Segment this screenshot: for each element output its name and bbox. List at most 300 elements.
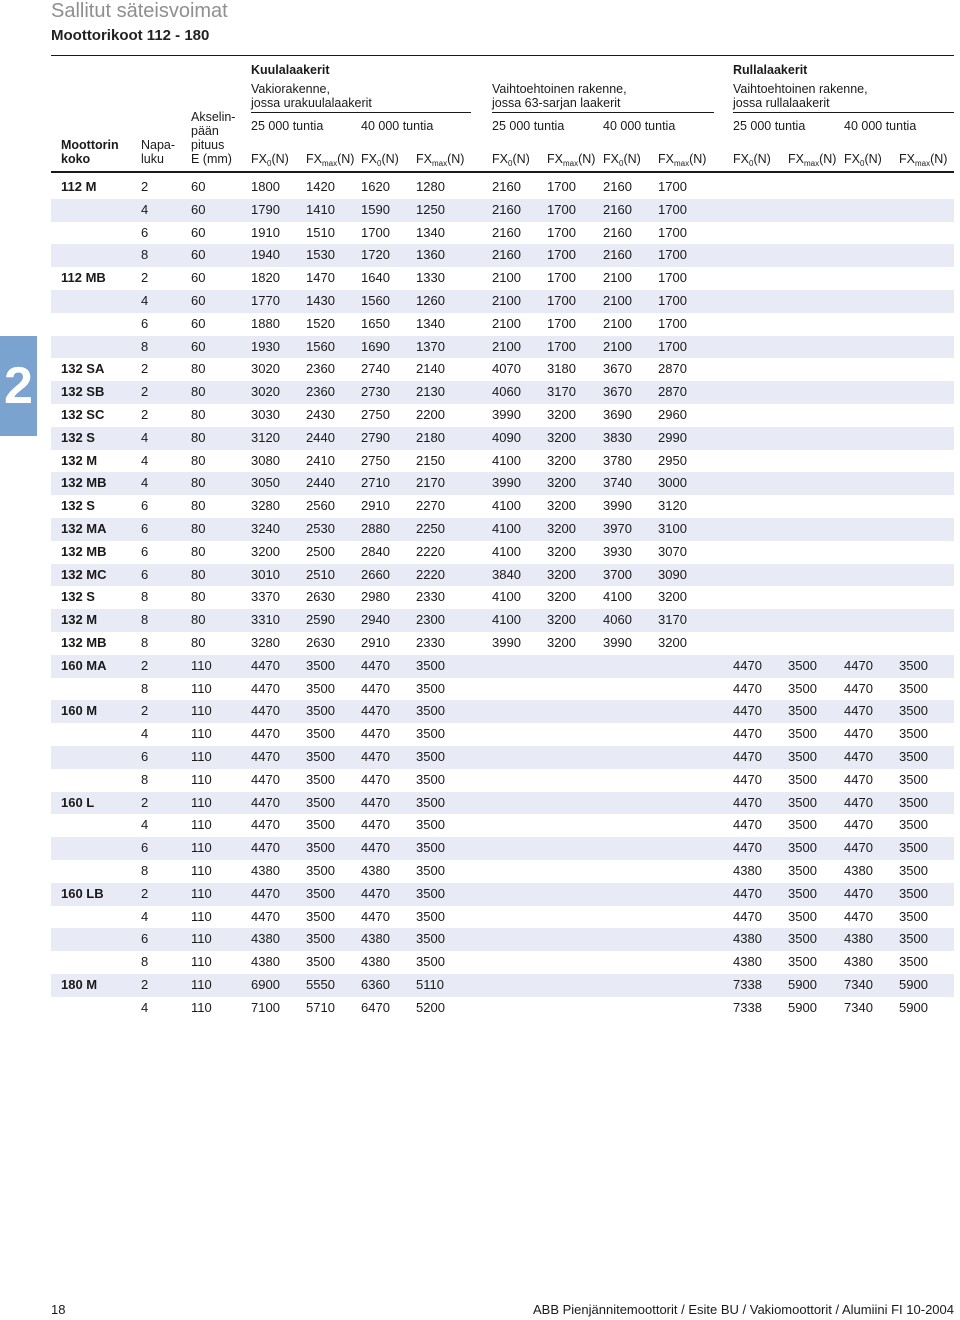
table-row bbox=[51, 199, 954, 222]
cell-force-value: 3500 bbox=[306, 680, 335, 696]
cell-napaluku: 2 bbox=[141, 885, 149, 901]
cell-akselinpituus: 80 bbox=[191, 634, 206, 650]
cell-force-value: 3500 bbox=[416, 794, 445, 810]
table-row bbox=[51, 313, 954, 336]
cell-force-value: 3500 bbox=[788, 954, 817, 970]
cell-force-value: 4470 bbox=[844, 703, 873, 719]
cell-force-value: 2630 bbox=[306, 589, 335, 605]
cell-napaluku: 2 bbox=[141, 657, 149, 673]
cell-force-value: 3200 bbox=[547, 566, 576, 582]
cell-force-value: 1420 bbox=[306, 179, 335, 194]
cell-force-value: 5900 bbox=[788, 999, 817, 1015]
cell-force-value: 4470 bbox=[844, 840, 873, 856]
cell-force-value: 3500 bbox=[416, 726, 445, 742]
cell-akselinpituus: 60 bbox=[191, 338, 206, 354]
cell-akselinpituus: 110 bbox=[191, 976, 212, 992]
cell-napaluku: 2 bbox=[141, 703, 149, 719]
cell-force-value: 3500 bbox=[306, 771, 335, 787]
header-e-mm: E (mm) bbox=[191, 152, 232, 166]
cell-force-value: 4380 bbox=[733, 954, 762, 970]
cell-akselinpituus: 80 bbox=[191, 566, 206, 582]
cell-force-value: 3030 bbox=[251, 406, 280, 422]
cell-force-value: 3990 bbox=[603, 498, 632, 514]
header-fxmax: $FX_{max}(N)$ bbox=[547, 152, 596, 168]
cell-force-value: 3000 bbox=[658, 475, 687, 491]
cell-force-value: 2100 bbox=[603, 270, 632, 286]
cell-force-value: 4380 bbox=[844, 931, 873, 947]
cell-napaluku: 4 bbox=[141, 475, 149, 491]
cell-force-value: 1940 bbox=[251, 247, 280, 263]
cell-force-value: 4090 bbox=[492, 429, 521, 445]
table-row bbox=[51, 883, 954, 906]
cell-force-value: 3500 bbox=[899, 954, 928, 970]
cell-force-value: 4380 bbox=[361, 862, 390, 878]
cell-akselinpituus: 110 bbox=[191, 680, 212, 696]
cell-force-value: 2270 bbox=[416, 498, 445, 514]
table-row bbox=[51, 700, 954, 723]
cell-force-value: 3830 bbox=[603, 429, 632, 445]
cell-force-value: 3500 bbox=[306, 931, 335, 947]
cell-force-value: 1820 bbox=[251, 270, 280, 286]
cell-akselinpituus: 110 bbox=[191, 954, 212, 970]
cell-force-value: 3200 bbox=[547, 612, 576, 628]
header-moottorin: Moottorin bbox=[61, 138, 119, 152]
cell-akselinpituus: 110 bbox=[191, 748, 212, 764]
cell-force-value: 3310 bbox=[251, 612, 280, 628]
header-fx0: $FX_0(N)$ bbox=[844, 152, 882, 168]
cell-force-value: 3500 bbox=[306, 954, 335, 970]
cell-force-value: 3500 bbox=[416, 885, 445, 901]
cell-force-value: 2440 bbox=[306, 475, 335, 491]
cell-koko: 112 MB bbox=[61, 270, 106, 286]
cell-force-value: 4470 bbox=[844, 748, 873, 764]
cell-force-value: 3500 bbox=[788, 931, 817, 947]
cell-force-value: 2160 bbox=[603, 201, 632, 217]
cell-force-value: 3500 bbox=[899, 748, 928, 764]
cell-force-value: 2660 bbox=[361, 566, 390, 582]
cell-akselinpituus: 60 bbox=[191, 292, 206, 308]
cell-akselinpituus: 80 bbox=[191, 589, 206, 605]
header-top-rule bbox=[51, 55, 954, 56]
cell-force-value: 3500 bbox=[416, 931, 445, 947]
cell-force-value: 4470 bbox=[361, 817, 390, 833]
table-row bbox=[51, 450, 954, 473]
cell-force-value: 2500 bbox=[306, 543, 335, 559]
cell-napaluku: 2 bbox=[141, 361, 149, 377]
cell-force-value: 2200 bbox=[416, 406, 445, 422]
cell-force-value: 2730 bbox=[361, 384, 390, 400]
cell-force-value: 2990 bbox=[658, 429, 687, 445]
table-row bbox=[51, 176, 954, 199]
cell-force-value: 1770 bbox=[251, 292, 280, 308]
cell-force-value: 1340 bbox=[416, 315, 445, 331]
cell-force-value: 2160 bbox=[492, 224, 521, 240]
table-row bbox=[51, 997, 954, 1020]
cell-force-value: 2160 bbox=[492, 179, 521, 194]
cell-force-value: 4380 bbox=[251, 931, 280, 947]
cell-force-value: 2220 bbox=[416, 566, 445, 582]
cell-force-value: 2150 bbox=[416, 452, 445, 468]
cell-napaluku: 8 bbox=[141, 634, 149, 650]
cell-akselinpituus: 80 bbox=[191, 612, 206, 628]
cell-force-value: 3070 bbox=[658, 543, 687, 559]
cell-force-value: 3170 bbox=[658, 612, 687, 628]
cell-koko: 132 MC bbox=[61, 566, 107, 582]
cell-force-value: 3200 bbox=[547, 406, 576, 422]
cell-force-value: 2140 bbox=[416, 361, 445, 377]
cell-force-value: 1410 bbox=[306, 201, 335, 217]
cell-force-value: 4470 bbox=[844, 817, 873, 833]
header-fx0: $FX_0(N)$ bbox=[361, 152, 399, 168]
cell-napaluku: 4 bbox=[141, 999, 149, 1015]
cell-force-value: 1690 bbox=[361, 338, 390, 354]
cell-force-value: 5900 bbox=[899, 999, 928, 1015]
cell-force-value: 2790 bbox=[361, 429, 390, 445]
cell-force-value: 3500 bbox=[788, 771, 817, 787]
cell-force-value: 3500 bbox=[788, 885, 817, 901]
cell-force-value: 3090 bbox=[658, 566, 687, 582]
cell-force-value: 2840 bbox=[361, 543, 390, 559]
table-row bbox=[51, 723, 954, 746]
cell-force-value: 3120 bbox=[251, 429, 280, 445]
cell-akselinpituus: 110 bbox=[191, 726, 212, 742]
cell-force-value: 4470 bbox=[844, 771, 873, 787]
cell-force-value: 2160 bbox=[603, 224, 632, 240]
cell-force-value: 4380 bbox=[733, 862, 762, 878]
cell-force-value: 3500 bbox=[788, 748, 817, 764]
cell-akselinpituus: 110 bbox=[191, 908, 212, 924]
cell-force-value: 3500 bbox=[306, 817, 335, 833]
cell-napaluku: 6 bbox=[141, 520, 149, 536]
cell-koko: 132 SC bbox=[61, 406, 105, 422]
cell-force-value: 2330 bbox=[416, 634, 445, 650]
cell-force-value: 3670 bbox=[603, 361, 632, 377]
cell-napaluku: 4 bbox=[141, 201, 149, 217]
cell-force-value: 4470 bbox=[844, 726, 873, 742]
cell-force-value: 3500 bbox=[416, 817, 445, 833]
table-row bbox=[51, 792, 954, 815]
cell-force-value: 2560 bbox=[306, 498, 335, 514]
cell-napaluku: 2 bbox=[141, 179, 149, 194]
cell-force-value: 1530 bbox=[306, 247, 335, 263]
cell-force-value: 7340 bbox=[844, 976, 873, 992]
cell-force-value: 3500 bbox=[788, 657, 817, 673]
cell-force-value: 2360 bbox=[306, 361, 335, 377]
cell-napaluku: 6 bbox=[141, 498, 149, 514]
cell-force-value: 3010 bbox=[251, 566, 280, 582]
cell-force-value: 3990 bbox=[492, 475, 521, 491]
cell-force-value: 3970 bbox=[603, 520, 632, 536]
table-row bbox=[51, 381, 954, 404]
cell-force-value: 7340 bbox=[844, 999, 873, 1015]
cell-akselinpituus: 80 bbox=[191, 361, 206, 377]
table-row bbox=[51, 358, 954, 381]
cell-force-value: 3200 bbox=[658, 634, 687, 650]
header-hours-25k: 25 000 tuntia bbox=[251, 119, 324, 133]
header-hours-25k: 25 000 tuntia bbox=[492, 119, 565, 133]
cell-akselinpituus: 80 bbox=[191, 452, 206, 468]
table-row bbox=[51, 837, 954, 860]
cell-force-value: 3500 bbox=[899, 771, 928, 787]
cell-force-value: 3200 bbox=[547, 475, 576, 491]
cell-force-value: 3990 bbox=[492, 406, 521, 422]
cell-force-value: 3200 bbox=[547, 429, 576, 445]
cell-force-value: 4380 bbox=[251, 954, 280, 970]
cell-force-value: 7100 bbox=[251, 999, 280, 1015]
cell-force-value: 3500 bbox=[416, 840, 445, 856]
cell-force-value: 2410 bbox=[306, 452, 335, 468]
cell-force-value: 3500 bbox=[306, 862, 335, 878]
cell-force-value: 3500 bbox=[416, 954, 445, 970]
cell-force-value: 4100 bbox=[492, 589, 521, 605]
cell-force-value: 3500 bbox=[306, 794, 335, 810]
cell-force-value: 3180 bbox=[547, 361, 576, 377]
cell-force-value: 1560 bbox=[306, 338, 335, 354]
group-rule-63 bbox=[492, 112, 714, 113]
cell-akselinpituus: 110 bbox=[191, 657, 212, 673]
header-fx0: $FX_0(N)$ bbox=[733, 152, 771, 168]
cell-force-value: 4380 bbox=[733, 931, 762, 947]
header-hours-40k: 40 000 tuntia bbox=[361, 119, 434, 133]
cell-koko: 132 S bbox=[61, 589, 95, 605]
cell-akselinpituus: 80 bbox=[191, 406, 206, 422]
table-row bbox=[51, 222, 954, 245]
cell-force-value: 3370 bbox=[251, 589, 280, 605]
cell-force-value: 3500 bbox=[306, 748, 335, 764]
header-vaihtor-line1: Vaihtoehtoinen rakenne, bbox=[733, 82, 868, 96]
cell-force-value: 1720 bbox=[361, 247, 390, 263]
header-akselin: Akselin- bbox=[191, 110, 236, 124]
cell-force-value: 3700 bbox=[603, 566, 632, 582]
cell-force-value: 3500 bbox=[306, 908, 335, 924]
cell-force-value: 2510 bbox=[306, 566, 335, 582]
header-hours-25k: 25 000 tuntia bbox=[733, 119, 806, 133]
cell-force-value: 3240 bbox=[251, 520, 280, 536]
cell-force-value: 2180 bbox=[416, 429, 445, 445]
cell-force-value: 3500 bbox=[416, 703, 445, 719]
cell-napaluku: 8 bbox=[141, 862, 149, 878]
header-rullalaakerit: Rullalaakerit bbox=[733, 63, 808, 77]
cell-koko: 132 SA bbox=[61, 361, 105, 377]
cell-force-value: 1700 bbox=[547, 338, 576, 354]
cell-force-value: 4470 bbox=[251, 680, 280, 696]
cell-force-value: 3500 bbox=[899, 817, 928, 833]
cell-force-value: 2100 bbox=[492, 270, 521, 286]
cell-koko: 180 M bbox=[61, 976, 98, 992]
cell-akselinpituus: 80 bbox=[191, 543, 206, 559]
table-row bbox=[51, 586, 954, 609]
cell-force-value: 4470 bbox=[251, 726, 280, 742]
cell-force-value: 1700 bbox=[547, 224, 576, 240]
header-pituus: pituus bbox=[191, 138, 225, 152]
cell-force-value: 3500 bbox=[306, 840, 335, 856]
table-row bbox=[51, 951, 954, 974]
cell-force-value: 2100 bbox=[603, 292, 632, 308]
cell-napaluku: 4 bbox=[141, 292, 149, 308]
table-row bbox=[51, 814, 954, 837]
cell-akselinpituus: 80 bbox=[191, 384, 206, 400]
cell-force-value: 2950 bbox=[658, 452, 687, 468]
cell-force-value: 4380 bbox=[844, 862, 873, 878]
cell-force-value: 4470 bbox=[251, 817, 280, 833]
cell-force-value: 3200 bbox=[251, 543, 280, 559]
cell-force-value: 3690 bbox=[603, 406, 632, 422]
table-row bbox=[51, 564, 954, 587]
cell-force-value: 4100 bbox=[603, 589, 632, 605]
cell-force-value: 4470 bbox=[251, 908, 280, 924]
cell-force-value: 3050 bbox=[251, 475, 280, 491]
cell-akselinpituus: 60 bbox=[191, 224, 206, 240]
cell-force-value: 3990 bbox=[492, 634, 521, 650]
cell-force-value: 2870 bbox=[658, 361, 687, 377]
cell-force-value: 1700 bbox=[658, 247, 687, 263]
cell-force-value: 3200 bbox=[547, 543, 576, 559]
cell-force-value: 4470 bbox=[361, 840, 390, 856]
cell-napaluku: 2 bbox=[141, 976, 149, 992]
cell-force-value: 1470 bbox=[306, 270, 335, 286]
table-row bbox=[51, 609, 954, 632]
cell-force-value: 3500 bbox=[899, 703, 928, 719]
cell-akselinpituus: 110 bbox=[191, 817, 212, 833]
cell-napaluku: 6 bbox=[141, 224, 149, 240]
cell-akselinpituus: 80 bbox=[191, 475, 206, 491]
cell-force-value: 3500 bbox=[788, 680, 817, 696]
cell-force-value: 2130 bbox=[416, 384, 445, 400]
cell-force-value: 2530 bbox=[306, 520, 335, 536]
cell-force-value: 2160 bbox=[603, 179, 632, 194]
cell-force-value: 2330 bbox=[416, 589, 445, 605]
cell-force-value: 1700 bbox=[658, 224, 687, 240]
cell-force-value: 3170 bbox=[547, 384, 576, 400]
cell-force-value: 1590 bbox=[361, 201, 390, 217]
cell-force-value: 7338 bbox=[733, 976, 762, 992]
cell-force-value: 3500 bbox=[899, 931, 928, 947]
cell-force-value: 3500 bbox=[788, 817, 817, 833]
cell-force-value: 2100 bbox=[492, 292, 521, 308]
header-bottom-rule bbox=[51, 171, 954, 173]
cell-force-value: 1700 bbox=[658, 179, 687, 194]
cell-force-value: 1930 bbox=[251, 338, 280, 354]
cell-koko: 132 MB bbox=[61, 543, 107, 559]
cell-force-value: 3500 bbox=[306, 885, 335, 901]
cell-force-value: 3200 bbox=[547, 520, 576, 536]
cell-napaluku: 6 bbox=[141, 315, 149, 331]
cell-force-value: 3500 bbox=[788, 862, 817, 878]
cell-force-value: 4470 bbox=[361, 771, 390, 787]
cell-akselinpituus: 60 bbox=[191, 315, 206, 331]
cell-napaluku: 8 bbox=[141, 954, 149, 970]
cell-napaluku: 6 bbox=[141, 543, 149, 559]
cell-force-value: 4380 bbox=[361, 954, 390, 970]
cell-force-value: 1430 bbox=[306, 292, 335, 308]
cell-force-value: 4100 bbox=[492, 520, 521, 536]
cell-force-value: 4470 bbox=[733, 657, 762, 673]
cell-force-value: 4470 bbox=[844, 680, 873, 696]
cell-force-value: 3500 bbox=[416, 748, 445, 764]
header-napa: Napa- bbox=[141, 138, 176, 152]
cell-force-value: 4070 bbox=[492, 361, 521, 377]
table-row bbox=[51, 678, 954, 701]
cell-force-value: 3500 bbox=[899, 794, 928, 810]
cell-force-value: 5110 bbox=[416, 976, 444, 992]
cell-force-value: 3840 bbox=[492, 566, 521, 582]
cell-force-value: 4470 bbox=[361, 908, 390, 924]
table-row bbox=[51, 632, 954, 655]
cell-force-value: 4060 bbox=[603, 612, 632, 628]
header-vakio-line1: Vakiorakenne, bbox=[251, 82, 330, 96]
cell-napaluku: 4 bbox=[141, 817, 149, 833]
cell-force-value: 3200 bbox=[547, 589, 576, 605]
cell-force-value: 4470 bbox=[733, 885, 762, 901]
table-row bbox=[51, 541, 954, 564]
cell-force-value: 2100 bbox=[603, 338, 632, 354]
cell-napaluku: 6 bbox=[141, 748, 149, 764]
cell-napaluku: 4 bbox=[141, 452, 149, 468]
cell-force-value: 4100 bbox=[492, 543, 521, 559]
cell-force-value: 1360 bbox=[416, 247, 445, 263]
cell-force-value: 3280 bbox=[251, 498, 280, 514]
cell-napaluku: 6 bbox=[141, 566, 149, 582]
cell-force-value: 3120 bbox=[658, 498, 687, 514]
cell-koko: 112 M bbox=[61, 179, 97, 194]
cell-force-value: 4470 bbox=[844, 657, 873, 673]
cell-force-value: 1700 bbox=[658, 315, 687, 331]
cell-akselinpituus: 110 bbox=[191, 794, 212, 810]
cell-force-value: 4470 bbox=[361, 703, 390, 719]
cell-force-value: 4470 bbox=[251, 703, 280, 719]
cell-force-value: 1340 bbox=[416, 224, 445, 240]
cell-force-value: 2100 bbox=[603, 315, 632, 331]
header-fxmax: $FX_{max}(N)$ bbox=[788, 152, 837, 168]
header-fxmax: $FX_{max}(N)$ bbox=[658, 152, 707, 168]
cell-force-value: 3990 bbox=[603, 634, 632, 650]
cell-force-value: 1700 bbox=[361, 224, 390, 240]
header-kuulalaakerit: Kuulalaakerit bbox=[251, 63, 330, 77]
cell-koko: 160 L bbox=[61, 794, 95, 810]
cell-force-value: 7338 bbox=[733, 999, 762, 1015]
table-row bbox=[51, 860, 954, 883]
cell-force-value: 2880 bbox=[361, 520, 390, 536]
cell-force-value: 3500 bbox=[306, 726, 335, 742]
cell-force-value: 4470 bbox=[251, 885, 280, 901]
cell-napaluku: 8 bbox=[141, 589, 149, 605]
cell-force-value: 3500 bbox=[899, 680, 928, 696]
page-title: Sallitut säteisvoimat bbox=[51, 0, 228, 22]
header-vaihtor-line2: jossa rullalaakerit bbox=[733, 96, 830, 110]
cell-force-value: 4470 bbox=[361, 726, 390, 742]
cell-force-value: 1700 bbox=[658, 338, 687, 354]
cell-force-value: 3280 bbox=[251, 634, 280, 650]
cell-force-value: 4470 bbox=[733, 703, 762, 719]
cell-napaluku: 8 bbox=[141, 247, 149, 263]
cell-akselinpituus: 60 bbox=[191, 247, 206, 263]
cell-akselinpituus: 80 bbox=[191, 429, 206, 445]
cell-force-value: 1280 bbox=[416, 179, 445, 194]
cell-force-value: 3500 bbox=[788, 726, 817, 742]
cell-force-value: 4470 bbox=[733, 726, 762, 742]
cell-force-value: 3100 bbox=[658, 520, 687, 536]
cell-force-value: 4470 bbox=[361, 885, 390, 901]
cell-force-value: 3500 bbox=[788, 840, 817, 856]
cell-force-value: 2360 bbox=[306, 384, 335, 400]
cell-force-value: 3500 bbox=[899, 885, 928, 901]
cell-force-value: 3200 bbox=[547, 452, 576, 468]
cell-force-value: 4470 bbox=[844, 794, 873, 810]
cell-force-value: 4470 bbox=[251, 840, 280, 856]
cell-force-value: 1700 bbox=[547, 201, 576, 217]
header-hours-40k: 40 000 tuntia bbox=[603, 119, 676, 133]
cell-force-value: 1790 bbox=[251, 201, 280, 217]
